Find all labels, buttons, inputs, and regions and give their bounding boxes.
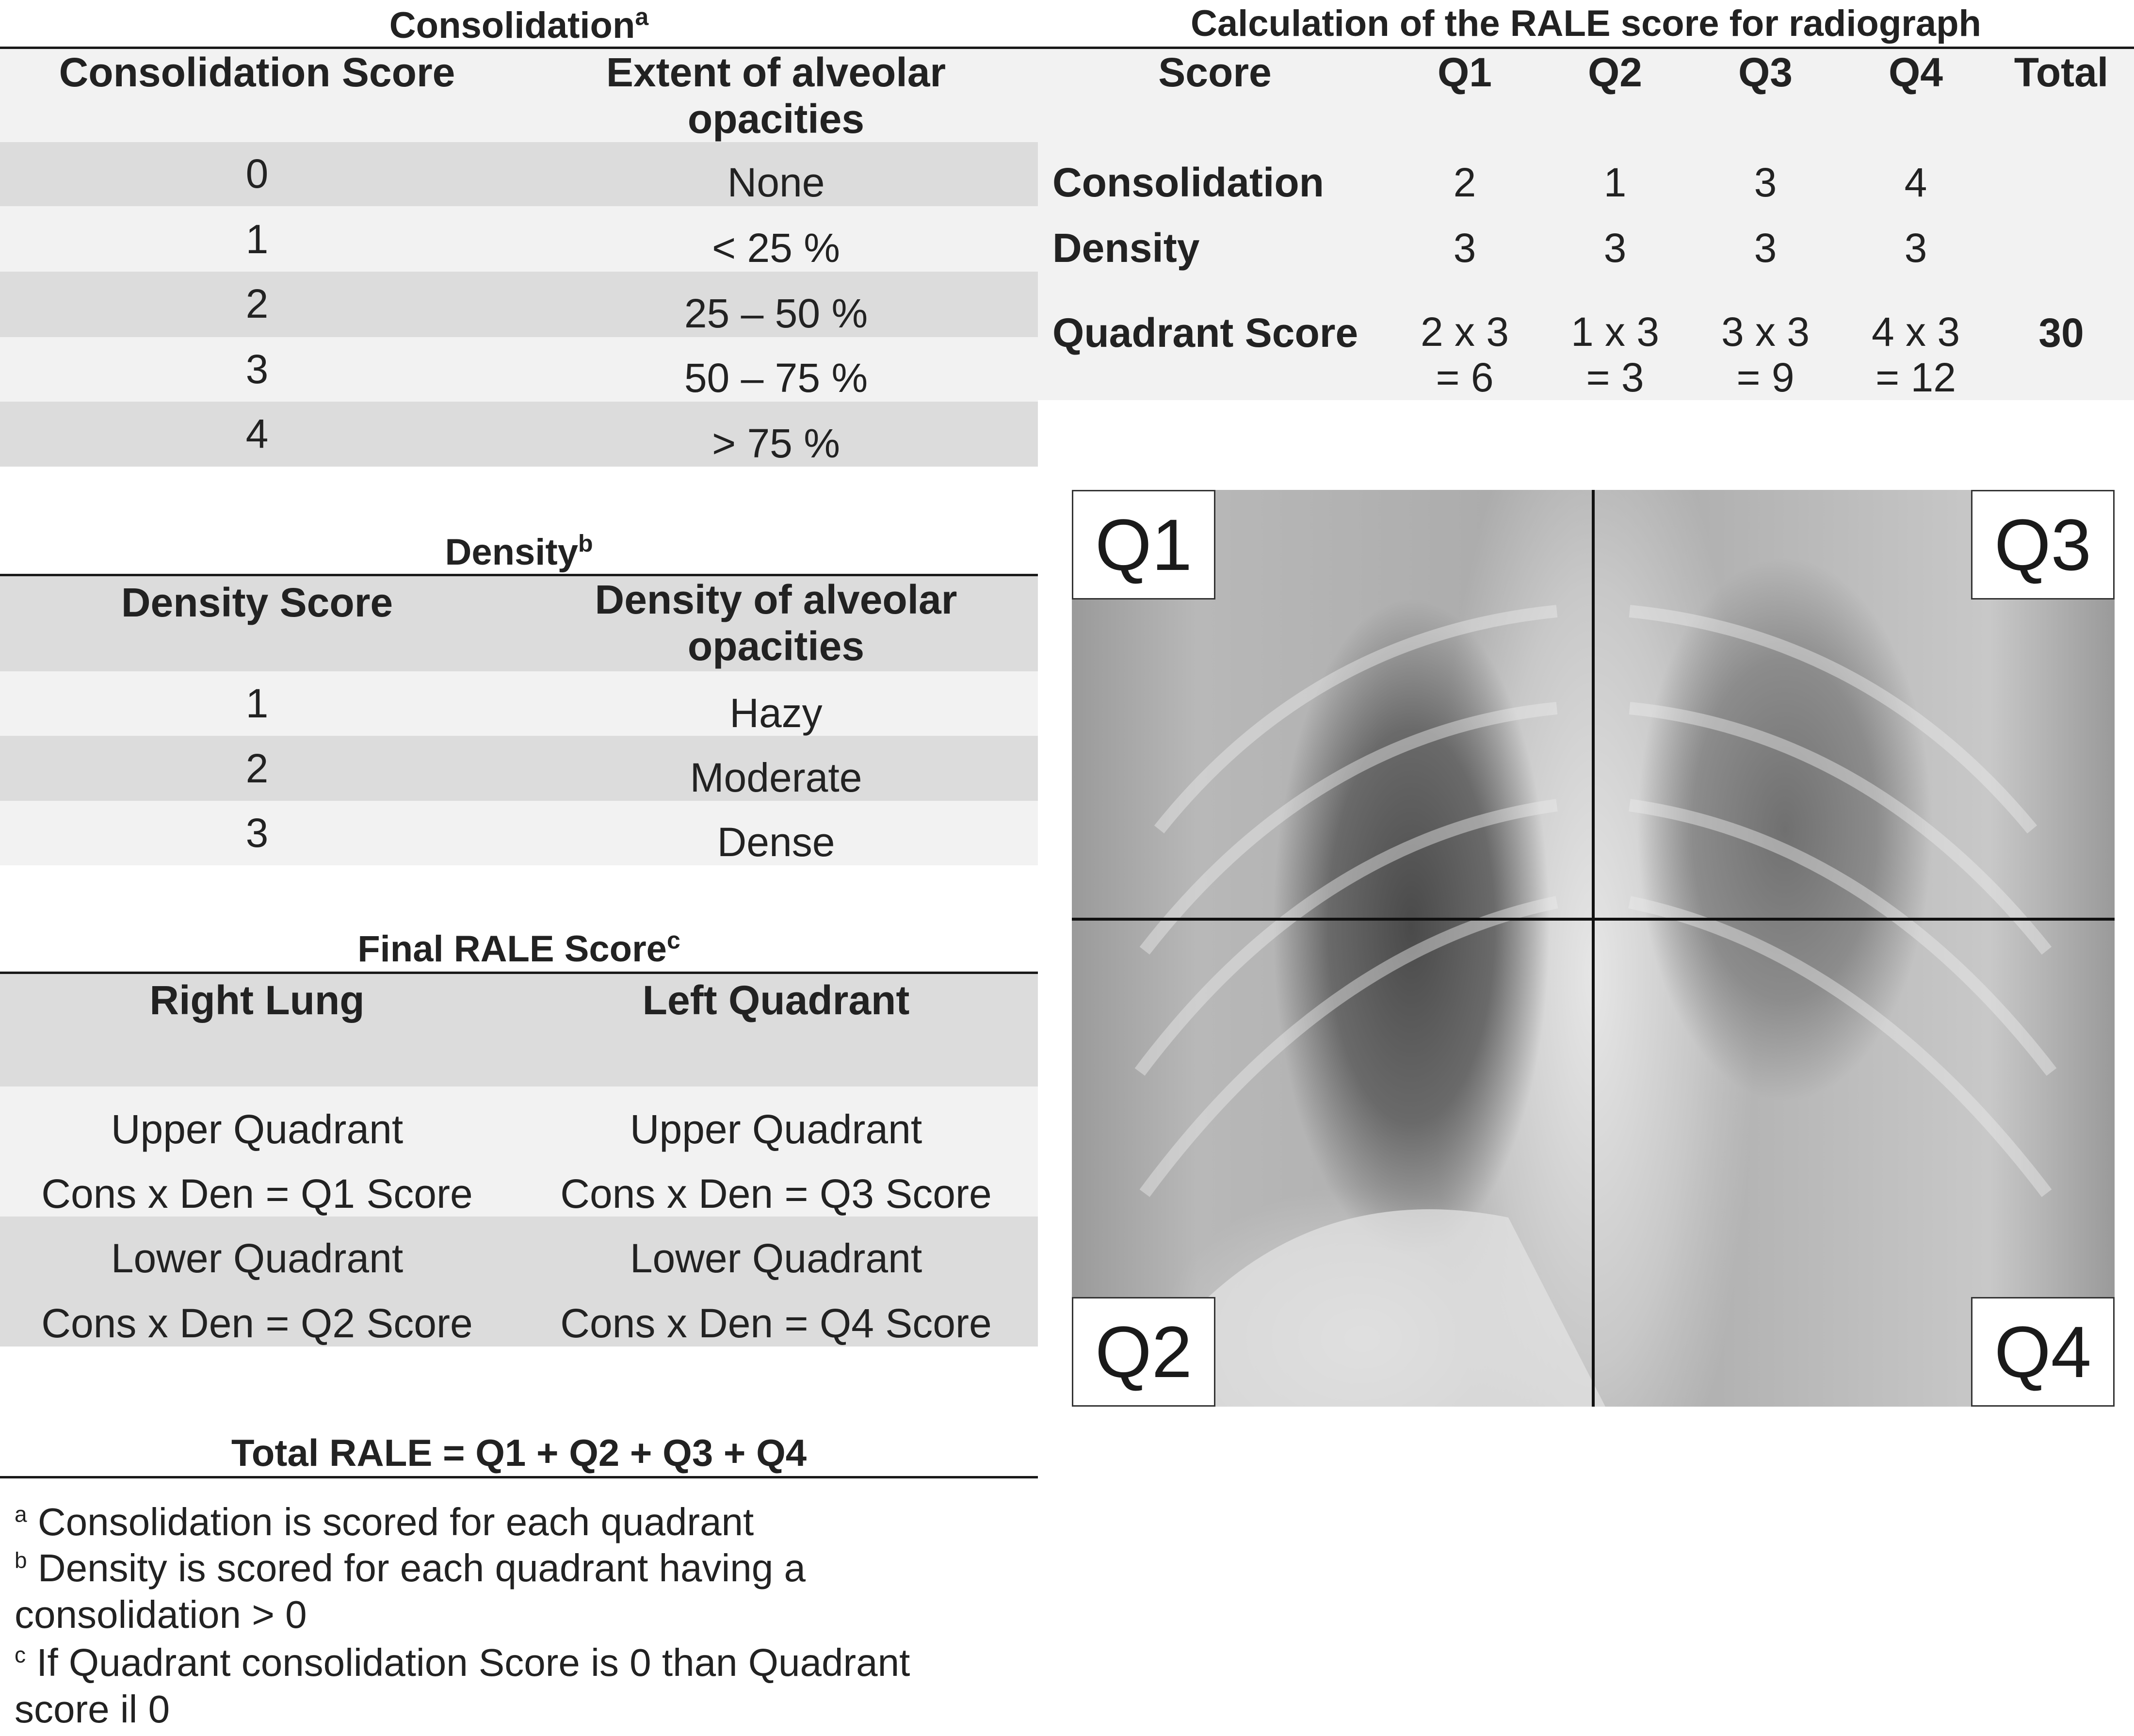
calc-quadrant-total: 30: [2038, 310, 2084, 356]
radiograph-label-q2: Q2: [1072, 1297, 1215, 1407]
density-desc-3: Dense: [717, 819, 835, 865]
calc-quadrant-q2-a: 1 x 3: [1570, 309, 1660, 355]
radiograph-label-q1: Q1: [1072, 490, 1215, 600]
consolidation-score-2: 2: [245, 281, 269, 326]
calc-quadrant-q1-b: = 6: [1436, 355, 1494, 400]
density-desc-2: Moderate: [690, 755, 862, 800]
consolidation-score-3: 3: [245, 346, 269, 392]
footnote-a: $^a$ Consolidation is scored for each quadrant: [15, 1500, 754, 1543]
footnote-c: $^c$ If Quadrant consolidation Score is 0 than Quadrant score il 0: [15, 1641, 910, 1731]
calc-quadrant-q3-b: = 9: [1736, 355, 1794, 400]
consolidation-header-extent: Extent of alveolar opacities: [606, 49, 946, 142]
final-right-q1: Cons x Den = Q1 Score: [41, 1171, 473, 1217]
density-title: Density$^b$: [445, 530, 593, 573]
calc-density-q1: 3: [1453, 225, 1476, 271]
final-right-upper: Upper Quadrant: [111, 1106, 404, 1152]
calc-quadrant-label: Quadrant Score: [1052, 310, 1358, 356]
calc-quadrant-q2-b: = 3: [1586, 355, 1644, 400]
calc-quadrant-q4-b: = 12: [1875, 355, 1956, 400]
calc-quadrant-q3-a: 3 x 3: [1721, 309, 1810, 355]
calc-density-q2: 3: [1603, 225, 1627, 271]
final-left-q4: Cons x Den = Q4 Score: [560, 1300, 992, 1346]
chest-radiograph: [1072, 490, 2115, 1407]
calc-header-q4: Q4: [1888, 49, 1943, 95]
final-left-upper: Upper Quadrant: [630, 1106, 922, 1152]
consolidation-extent-2: 25 – 50 %: [684, 291, 868, 336]
calc-quadrant-q4-a: 4 x 3: [1871, 309, 1960, 355]
radiograph-label-q3: Q3: [1971, 490, 2115, 600]
consolidation-score-0: 0: [245, 151, 269, 196]
calc-header-score: Score: [1158, 49, 1272, 95]
calc-title: Calculation of the RALE score for radiograph: [1191, 3, 1981, 44]
final-title: Final RALE Score$^c$: [357, 926, 680, 970]
calc-header-q1: Q1: [1437, 49, 1492, 95]
density-score-2: 2: [245, 746, 269, 791]
calc-density-label: Density: [1052, 225, 1200, 271]
final-header-right: Right Lung: [149, 977, 365, 1023]
calc-consolidation-q4: 4: [1904, 160, 1927, 205]
final-header-left: Left Quadrant: [642, 977, 910, 1023]
consolidation-title: Consolidation$^a$: [389, 3, 649, 46]
radiograph-label-q4: Q4: [1971, 1297, 2115, 1407]
calc-quadrant-q1-a: 2 x 3: [1420, 309, 1509, 355]
total-formula-rule: [0, 1476, 1038, 1478]
density-header-score: Density Score: [121, 580, 393, 625]
footnote-b: $^b$ Density is scored for each quadrant having a consolidation > 0: [15, 1546, 806, 1636]
calc-header-total: Total: [2014, 49, 2109, 95]
calc-density-q4: 3: [1904, 225, 1927, 271]
consolidation-score-1: 1: [245, 216, 269, 262]
density-score-1: 1: [245, 681, 269, 726]
final-right-lower: Lower Quadrant: [111, 1235, 404, 1281]
calc-consolidation-q1: 2: [1453, 160, 1476, 205]
consolidation-header-score: Consolidation Score: [59, 49, 455, 95]
consolidation-extent-3: 50 – 75 %: [684, 355, 868, 401]
calc-consolidation-label: Consolidation: [1052, 160, 1324, 205]
final-right-q2: Cons x Den = Q2 Score: [41, 1300, 473, 1346]
density-desc-1: Hazy: [729, 690, 823, 736]
radiograph-overlay: [1072, 490, 2115, 1407]
final-left-q3: Cons x Den = Q3 Score: [560, 1171, 992, 1217]
consolidation-extent-0: None: [727, 160, 825, 205]
final-left-lower: Lower Quadrant: [630, 1235, 922, 1281]
calc-header-q3: Q3: [1738, 49, 1793, 95]
calc-header-q2: Q2: [1587, 49, 1643, 95]
calc-density-q3: 3: [1754, 225, 1777, 271]
calc-consolidation-q2: 1: [1603, 160, 1627, 205]
consolidation-extent-4: > 75 %: [712, 421, 840, 466]
calc-consolidation-q3: 3: [1754, 160, 1777, 205]
consolidation-extent-1: < 25 %: [712, 225, 840, 271]
rib-shadows: [1140, 611, 2052, 1193]
density-header-density: Density of alveolar opacities: [595, 577, 957, 669]
density-score-3: 3: [245, 810, 269, 856]
total-formula: Total RALE = Q1 + Q2 + Q3 + Q4: [231, 1431, 807, 1474]
consolidation-score-4: 4: [245, 411, 269, 456]
